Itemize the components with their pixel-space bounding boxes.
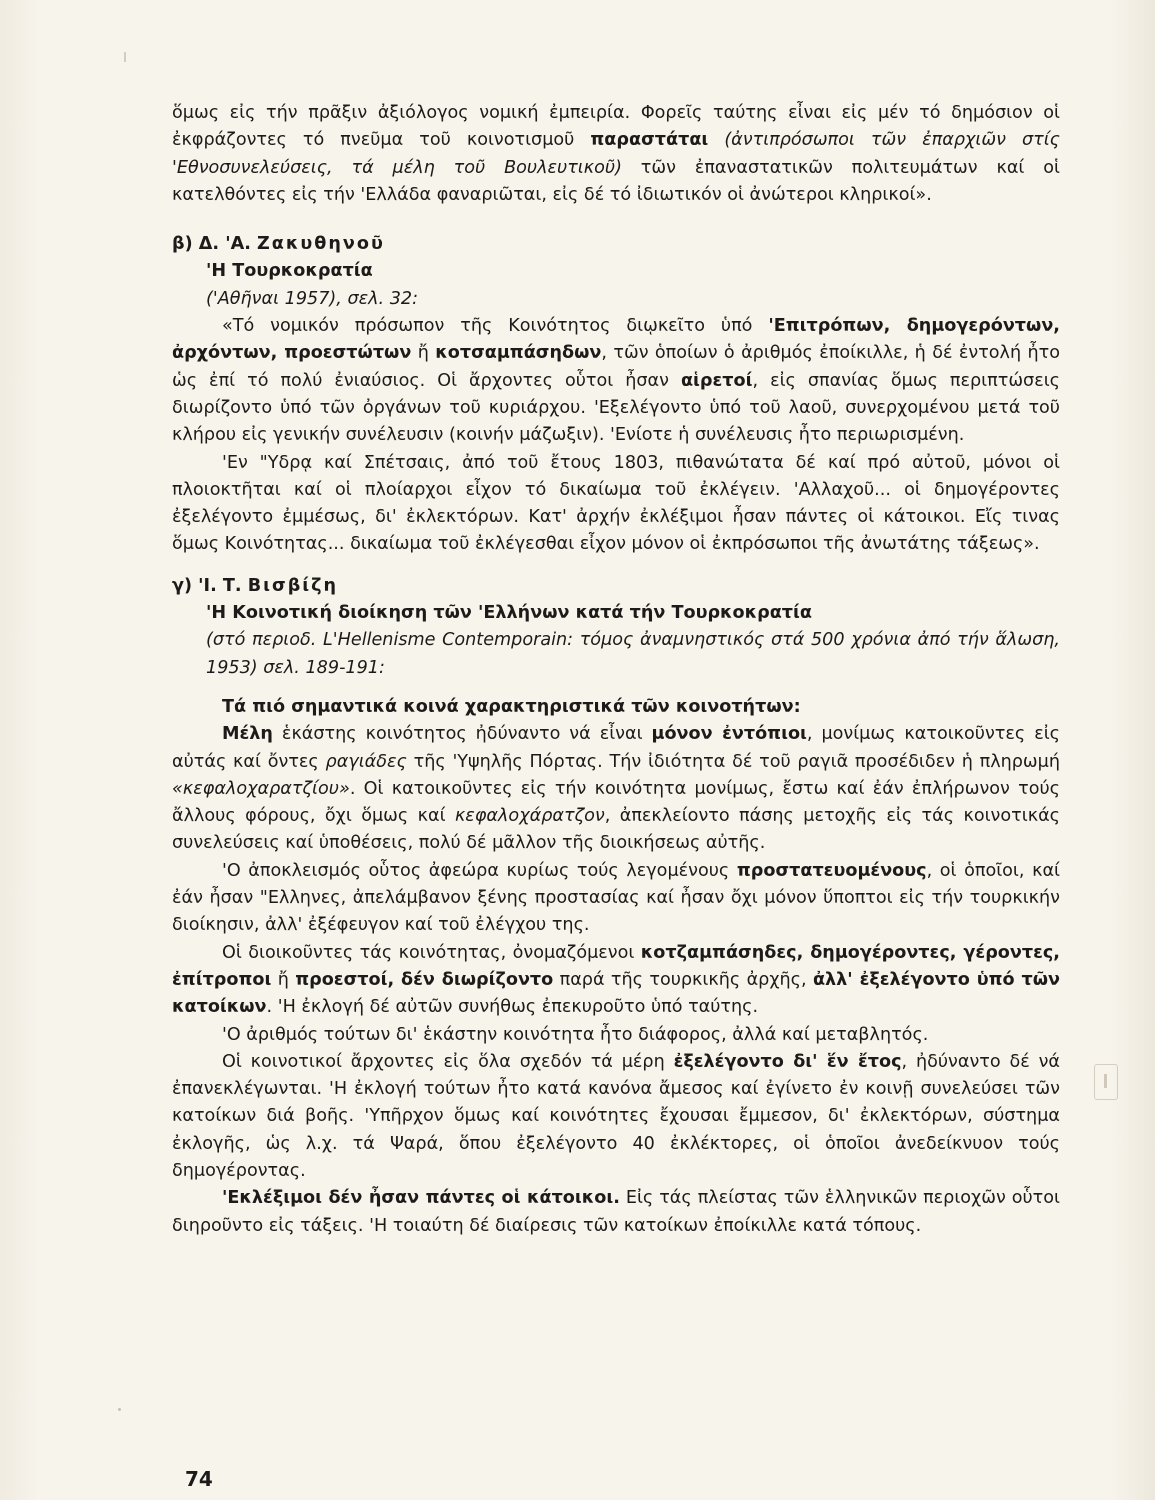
body-paragraph: Οἱ κοινοτικοί ἄρχοντες εἰς ὅλα σχεδόν τά μέρη ἐξελέγοντο δι' ἕν ἔτος, ἠδύναντο δέ νά ἐπανεκλέγωνται. 'Η ἐκλογή τούτων ἦτο κατά κανόνα ἄμεσος καί ἐγίνετο ἐν κοινῇ συνελεύσει τῶν κατοίκων διά βοῆς. 'Υπῆρχον ὅμως καί κοινότητες ἔχουσαι ἔμμεσον, δι' ἐκλεκτόρων, σύστημα ἐκλογῆς, ὡς λ.χ. τά Ψαρά, ὅπου ἐξελέγοντο 40 ἐκλέκτορες, οἱ ὁποῖοι ἀνεδείκνυον τούς δημογέροντας.: [172, 1051, 1060, 1181]
source-citation: ('Αθῆναι 1957), σελ. 32:: [206, 288, 419, 309]
bold-term: παραστάται: [590, 130, 709, 151]
work-title: 'Η Κοινοτική διοίκηση τῶν 'Ελλήνων κατά τήν Τουρκοκρατία: [206, 603, 812, 624]
author-surname: Βισβίζη: [247, 575, 339, 596]
intro-paragraph: ὅμως εἰς τήν πρᾶξιν ἀξιόλογος νομική ἐμπειρία. Φορεῖς ταύτης εἶναι εἰς μέν τό δημόσιον οἱ ἐκφράζοντες τό πνεῦμα τοῦ κοινοτισμοῦ παραστάται (ἀντιπρόσωποι τῶν ἐπαρχιῶν στίς 'Εθνοσυνελεύσεις, τά μέλη τοῦ Βουλευτικοῦ) τῶν ἐπαναστατικῶν πολιτευμάτων καί οἱ κατελθόντες εἰς τήν 'Ελλάδα φαναριῶται, εἰς δέ τό ἰδιωτικόν οἱ ἀνώτεροι κληρικοί».: [172, 103, 1060, 205]
quote-paragraph: «Τό νομικόν πρόσωπον τῆς Κοινότητος διῳκεῖτο ὑπό 'Επιτρόπων, δημογερόντων, ἀρχόντων, προεστώτων ἤ κοτσαμπάσηδων, τῶν ὁποίων ὁ ἀριθμός ἐποίκιλλε, ἡ δέ ἐντολή ἦτο ὡς ἐπί τό πολύ ἐνιαύσιος. Οἱ ἄρχοντες οὗτοι ἦσαν αἱρετοί, εἰς σπανίας ὅμως περιπτώσεις διωρίζοντο ὑπό τῶν ὀργάνων τοῦ κυριάρχου. 'Εξελέγοντο ὑπό τοῦ λαοῦ, συνερχομένου μετά τοῦ κλήρου εἰς γενικήν συνέλευσιν (κοινήν μάζωξιν). 'Ενίοτε ἡ συνέλευσις ἦτο περιωρισμένη.: [172, 316, 1060, 446]
section-heading-c: γ) 'Ι. Τ. Βισβίζη: [172, 575, 339, 596]
body-paragraph: Μέλη ἑκάστης κοινότητος ἠδύναντο νά εἶναι μόνον ἐντόπιοι, μονίμως κατοικοῦντες εἰς αὐτάς καί ὄντες ραγιάδες τῆς 'Υψηλῆς Πόρτας. Τήν ἰδιότητα δέ τοῦ ραγιᾶ προσέδιδεν ἡ πληρωμή «κεφαλοχαρατζίου». Οἱ κατοικοῦντες εἰς τήν κοινότητα μονίμως, ἔστω καί ἐάν ἐπλήρωνον τούς ἄλλους φόρους, ὄχι ὅμως καί κεφαλοχάρατζον, ἀπεκλείοντο πάσης μετοχῆς εἰς τάς κοινοτικάς συνελεύσεις καί ὑποθέσεις, πολύ δέ μᾶλλον τῆς διοικήσεως αὐτῆς.: [172, 724, 1061, 854]
body-paragraph: 'Ο ἀριθμός τούτων δι' ἑκάστην κοινότητα ἦτο διάφορος, ἀλλά καί μεταβλητός.: [222, 1024, 929, 1045]
body-paragraph: 'Ο ἀποκλεισμός οὗτος ἀφεώρα κυρίως τούς λεγομένους προστατευομένους, οἱ ὁποῖοι, καί ἐάν ἦσαν "Ελληνες, ἀπελάμβανον ξένης προστασίας καί ἦσαν ὄχι μόνον ὕποπτοι εἰς τήν τουρκικήν διοίκησιν, ἀλλ' ἐξέφευγον καί τοῦ ἐλέγχου της.: [172, 860, 1060, 936]
source-citation: (στό περιοδ. L'Hellenisme Contemporain: τόμος ἀναμνηστικός στά 500 χρόνια ἀπό τήν ἅλωση, 1953) σελ. 189-191:: [206, 630, 1060, 678]
scan-mark: [124, 52, 126, 62]
work-title: 'Η Τουρκοκρατία: [206, 261, 373, 282]
author-surname: Ζακυθηνοῦ: [257, 234, 385, 255]
body-paragraph: Οἱ διοικοῦντες τάς κοινότητας, ὀνομαζόμενοι κοτζαμπάσηδες, δημογέροντες, γέροντες, ἐπίτροποι ἤ προεστοί, δέν διωρίζοντο παρά τῆς τουρκικῆς ἀρχῆς, ἀλλ' ἐξελέγοντο ὑπό τῶν κατοίκων. 'Η ἐκλογή δέ αὐτῶν συνήθως ἐπεκυροῦτο ὑπό ταύτης.: [172, 942, 1061, 1018]
page-number: 74: [185, 1467, 213, 1491]
text-column: [172, 100, 1060, 1240]
body-paragraph: 'Εκλέξιμοι δέν ἦσαν πάντες οἱ κάτοικοι. Εἰς τάς πλείστας τῶν ἑλληνικῶν περιοχῶν οὗτοι διηροῦντο εἰς τάξεις. 'Η τοιαύτη δέ διαίρεσις τῶν κατοίκων ἐποίκιλλε κατά τόπους.: [172, 1188, 1060, 1236]
quote-paragraph: 'Εν "Υδρᾳ καί Σπέτσαις, ἀπό τοῦ ἔτους 1803, πιθανώτατα δέ καί πρό αὐτοῦ, μόνοι οἱ πλοιοκτῆται καί οἱ πλοίαρχοι εἶχον τό δικαίωμα τοῦ ἐκλέγειν. 'Αλλαχοῦ... οἱ δημογέροντες ἐξελέγοντο ἐμμέσως, δι' ἐκλεκτόρων. Κατ' ἀρχήν ἐκλέξιμοι ἦσαν πάντες οἱ κάτοικοι. Εἴς τινας ὅμως Κοινότητας... δικαίωμα τοῦ ἐκλέγεσθαι εἶχον μόνον οἱ ἐκπρόσωποι τῆς ἀνωτάτης τάξεως».: [172, 452, 1060, 555]
section-heading-b: β) Δ. 'Α. Ζακυθηνοῦ: [172, 234, 385, 255]
bleed-through-mark: [1094, 1064, 1118, 1100]
italic-note: (ἀντιπρόσωποι τῶν ἐπαρχιῶν στίς 'Εθνοσυνελεύσεις, τά μέλη τοῦ Βουλευτικοῦ): [172, 130, 1060, 178]
subheading: Τά πιό σημαντικά κοινά χαρακτηριστικά τῶν κοινοτήτων:: [222, 696, 801, 717]
scan-mark: [118, 1408, 121, 1411]
